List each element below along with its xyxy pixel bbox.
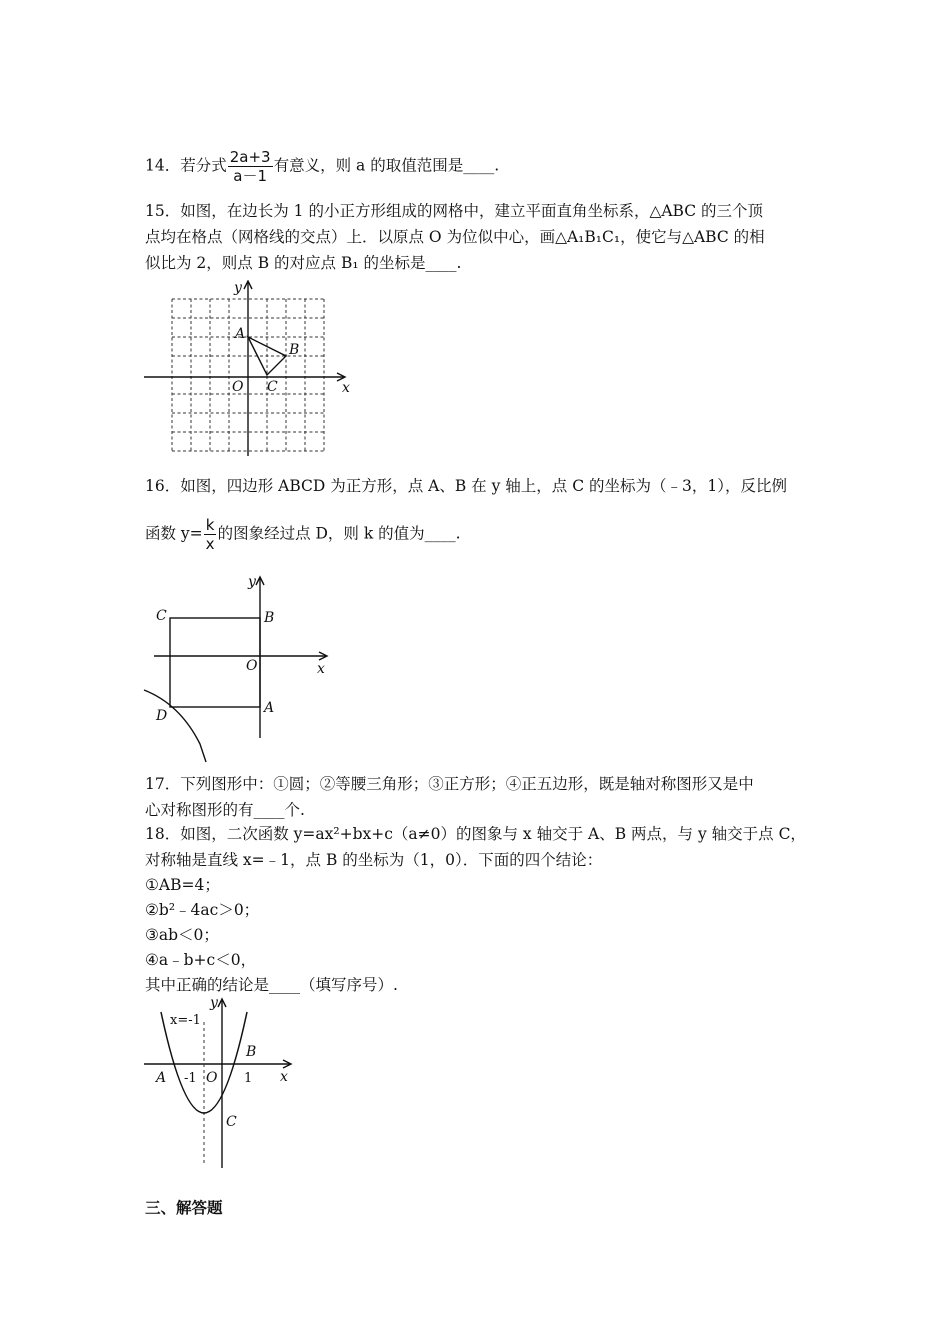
q16-line2: 函数 y= $\frac{k}{x}$ 的图象经过点 D，则 k 的值为____. [145, 516, 461, 553]
q18-line1: 18．如图，二次函数 y=ax²+bx+c（a≠0）的图象与 x 轴交于 A、B 两点，与 y 轴交于点 C， [145, 825, 806, 843]
q15-line1: 15．如图，在边长为 1 的小正方形组成的网格中，建立平面直角坐标系，△ABC 的三个顶 [145, 202, 764, 220]
q16-label-d: D [156, 708, 168, 724]
q17-line2: 心对称图形的有____个. [145, 801, 305, 819]
q16-label-y: y [248, 574, 256, 590]
q16-label-a: A [264, 700, 275, 716]
q16-line1: 16．如图，四边形 ABCD 为正方形，点 A、B 在 y 轴上，点 C 的坐标为（﹣3，1），反比例 [145, 477, 787, 495]
q18-conclusion-3: ③ab＜0； [145, 926, 219, 944]
q18-line2: 对称轴是直线 x=﹣1，点 B 的坐标为（1，0）．下面的四个结论： [145, 851, 603, 869]
q16-label-o: O [246, 658, 258, 674]
q15-grid-figure [140, 280, 360, 458]
q18-label-one: 1 [244, 1071, 253, 1086]
q15-axes [144, 281, 345, 456]
q18-parabola-figure [140, 994, 300, 1172]
q16-label-b: B [264, 610, 275, 626]
q15-label-o: O [232, 379, 244, 395]
q15-label-c: C [267, 379, 278, 395]
q15-label-b: B [289, 342, 300, 358]
q15-line2: 点均在格点（网格线的交点）上．以原点 O 为位似中心，画△A₁B₁C₁，使它与△ABC 的相 [145, 228, 765, 246]
q18-conclusion-1: ①AB=4； [145, 876, 220, 894]
q18-question: 其中正确的结论是____（填写序号）. [145, 976, 398, 994]
q15-line3: 似比为 2，则点 B 的对应点 B₁ 的坐标是____. [145, 254, 462, 272]
q14: 14．若分式 $\frac{2a+3}{a-1}$ 有意义，则 a 的取值范围是____. [145, 148, 500, 185]
q18-label-c: C [226, 1114, 237, 1130]
q16-square-figure [140, 574, 350, 770]
q17-line1: 17．下列图形中：①圆；②等腰三角形；③正方形；④正五边形，既是轴对称图形又是中 [145, 775, 754, 793]
q18-label-b: B [246, 1044, 257, 1060]
q14-fraction: $\frac{2a+3}{a-1}$ [229, 148, 271, 185]
q18-conclusion-2: ②b²﹣4ac＞0； [145, 901, 260, 919]
q18-label-axis: x=-1 [170, 1013, 201, 1028]
q16-hyperbola-curve [144, 690, 206, 762]
q15-label-x: x [342, 380, 350, 396]
q18-label-x: x [280, 1069, 288, 1085]
q16-label-x: x [317, 661, 325, 677]
q18-label-a: A [156, 1070, 167, 1086]
q18-label-neg1: -1 [184, 1071, 197, 1086]
section-heading: 三、解答题 [145, 1199, 223, 1217]
q18-label-o: O [206, 1070, 218, 1086]
q16-label-c: C [156, 608, 167, 624]
q18-conclusion-4: ④a﹣b+c＜0， [145, 951, 257, 969]
q18-label-y: y [210, 995, 218, 1011]
q15-label-a: A [235, 326, 246, 342]
q15-label-y: y [234, 280, 242, 296]
q16-fraction: $\frac{k}{x}$ [205, 516, 215, 553]
